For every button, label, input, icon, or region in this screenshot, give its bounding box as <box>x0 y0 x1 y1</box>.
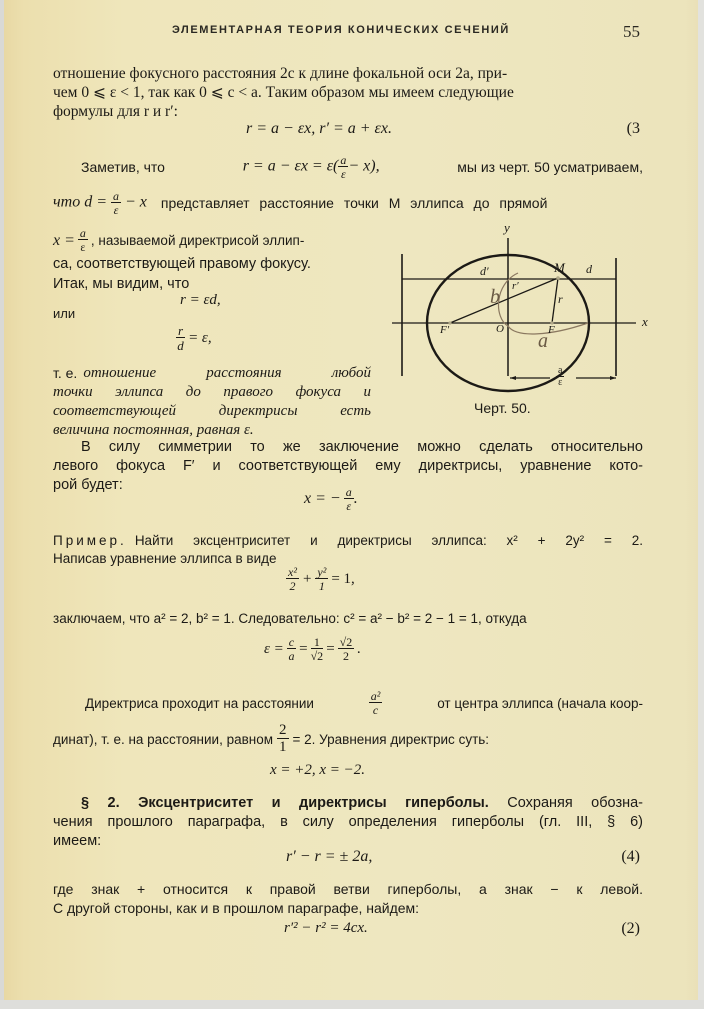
text-line: что d = $\frac{a}{\varepsilon}$ − x представляет расстояние точки M эллипса до прямой <box>53 189 548 217</box>
fraction: $\frac{a}{\varepsilon}$ <box>79 226 86 254</box>
bottom-page-edge <box>0 1000 704 1009</box>
text-line: точки эллипса до правого фокуса и <box>53 384 371 400</box>
text-line: левого фокуса F′ и соответствующей ему директрисы, уравнение кото- <box>53 458 643 474</box>
text-line: отношение фокусного расстояния 2c к длине фокальной оси 2a, при- <box>53 65 508 82</box>
fraction: $\frac{a}{\varepsilon}$ <box>340 153 347 181</box>
equation-eccentricity: ε = $\frac{c}{a}$ = $\frac{1}{√2}$ = $\frac{√2}{2}$ . <box>264 635 361 663</box>
text-line: Итак, мы видим, что <box>53 276 190 292</box>
fraction: $\frac{a}{\varepsilon}$ <box>112 189 119 217</box>
equation-canonical-ellipse: $\frac{\text{x²}}{2}$ + $\frac{\text{y²}}{1}$ = 1, <box>288 565 355 593</box>
figure-caption: Черт. 50. <box>474 400 531 416</box>
fraction: $\frac{c}{a}$ <box>288 635 295 663</box>
text-line: Пример. Найти эксцентриситет и директрисы эллипса: x² + 2y² = 2. <box>53 533 643 548</box>
text-line: динат), т. е. на расстоянии, равном $\frac{2}{1}$ = 2. Уравнения директрис суть: <box>53 722 490 755</box>
text-line: Директриса проходит на расстоянии $\frac{\text{a²}}{c}$ от центра эллипса (начала коор- <box>85 689 643 717</box>
paragraph-conclusion: заключаем, что a² = 2, b² = 1. Следовательно: c² = a² − b² = 2 − 1 = 1, откуда <box>53 611 527 626</box>
example-block <box>53 532 643 568</box>
fraction: $\frac{\text{a²}}{c}$ <box>370 689 381 717</box>
equation-r-over-d: $\frac{r}{d}$ = ε, <box>177 323 212 353</box>
fraction: $\frac{1}{√2}$ <box>310 635 324 663</box>
text-line: Заметив, что r = a − εx = ε( $\frac{a}{\varepsilon}$ − x), мы из черт. 50 усматриваем, <box>81 153 643 181</box>
running-title: ЭЛЕМЕНТАРНАЯ ТЕОРИЯ КОНИЧЕСКИХ СЕЧЕНИЙ <box>172 24 510 36</box>
example-label: Пример. <box>53 533 127 548</box>
right-page-edge <box>698 0 704 1009</box>
fraction: $\frac{a}{\varepsilon}$ <box>345 485 352 513</box>
text-line: Написав уравнение эллипса в виде <box>53 551 277 566</box>
paragraph-directrix-cont <box>53 226 383 294</box>
paragraph-constant-ratio <box>53 364 371 440</box>
fraction: $\frac{\text{x²}}{2}$ <box>288 565 297 593</box>
paragraph-eccentricity-intro <box>53 64 643 121</box>
text-line: чения прошлого параграфа, в силу определения гиперболы (гл. III, § 6) <box>53 814 643 830</box>
equation-4: r′ − r = ± 2a, <box>286 848 373 865</box>
section-heading: § 2. Эксцентриситет и директрисы гиперболы. <box>81 795 489 811</box>
text-line: § 2. Эксцентриситет и директрисы гиперболы. Сохраняя обозна- <box>81 795 644 811</box>
text-line: рой будет: <box>53 477 123 493</box>
equation-4-number: (4) <box>621 848 640 865</box>
equation-directrices: x = +2, x = −2. <box>270 762 366 778</box>
inline-formula: r = a − εx = ε( $\frac{a}{\varepsilon}$ − x), <box>242 153 380 181</box>
text-line: С другой стороны, как и в прошлом параграфе, найдем: <box>53 900 420 916</box>
book-page <box>4 0 698 1000</box>
equation-left-directrix: x = − $\frac{a}{\varepsilon}$ . <box>304 485 358 513</box>
equation-2: r′² − r² = 4cx. <box>284 920 368 936</box>
text-line: формулы для r и r′: <box>53 103 178 120</box>
fraction: $\frac{√2}{2}$ <box>339 635 353 663</box>
fraction-a-over-eps: $\frac{a}{\varepsilon}$ <box>558 365 563 388</box>
equation-r-eps-d: r = εd, <box>180 292 221 308</box>
text-line: са, соответствующей правому фокусу. <box>53 256 311 272</box>
text-line: соответствующей директрисы есть <box>53 403 371 419</box>
paragraph-directrix <box>53 150 643 222</box>
text-line: т. е. отношение расстояния любой <box>53 365 371 381</box>
text-line: В силу симметрии то же заключение можно сделать относительно <box>81 439 643 455</box>
text-line: где знак + относится к правой ветви гиперболы, а знак − к левой. <box>53 881 643 897</box>
section-2-hyperbola <box>53 794 643 851</box>
figure-labels: y x M d′ d r′ r b a F′ O F $\frac{a}{\varepsilon}$ <box>440 220 648 388</box>
paragraph-sign-branches <box>53 880 643 918</box>
page-number: 55 <box>623 22 640 41</box>
equation-3-number: (3 <box>626 120 640 137</box>
word-or: или <box>53 306 76 321</box>
page-header <box>52 22 640 42</box>
equation-2-number: (2) <box>621 920 640 937</box>
paragraph-directrix-distance <box>53 686 643 758</box>
fraction: $\frac{\text{y²}}{1}$ <box>317 565 327 593</box>
text-line: величина постоянная, равная ε. <box>53 422 254 438</box>
fraction: $\frac{r}{d}$ <box>177 323 184 353</box>
fraction: $\frac{2}{1}$ <box>279 722 287 755</box>
text-line: x = $\frac{a}{\varepsilon}$ , называемой директрисой эллип- <box>53 226 305 254</box>
text-line: имеем: <box>53 833 102 849</box>
equation-3: r = a − εx, r′ = a + εx. <box>246 120 392 137</box>
text-line: чем 0 ⩽ ε < 1, так как 0 ⩽ c < a. Таким образом мы имеем следующие <box>53 84 514 101</box>
inline-formula: что d = $\frac{a}{\varepsilon}$ − x <box>53 189 147 217</box>
